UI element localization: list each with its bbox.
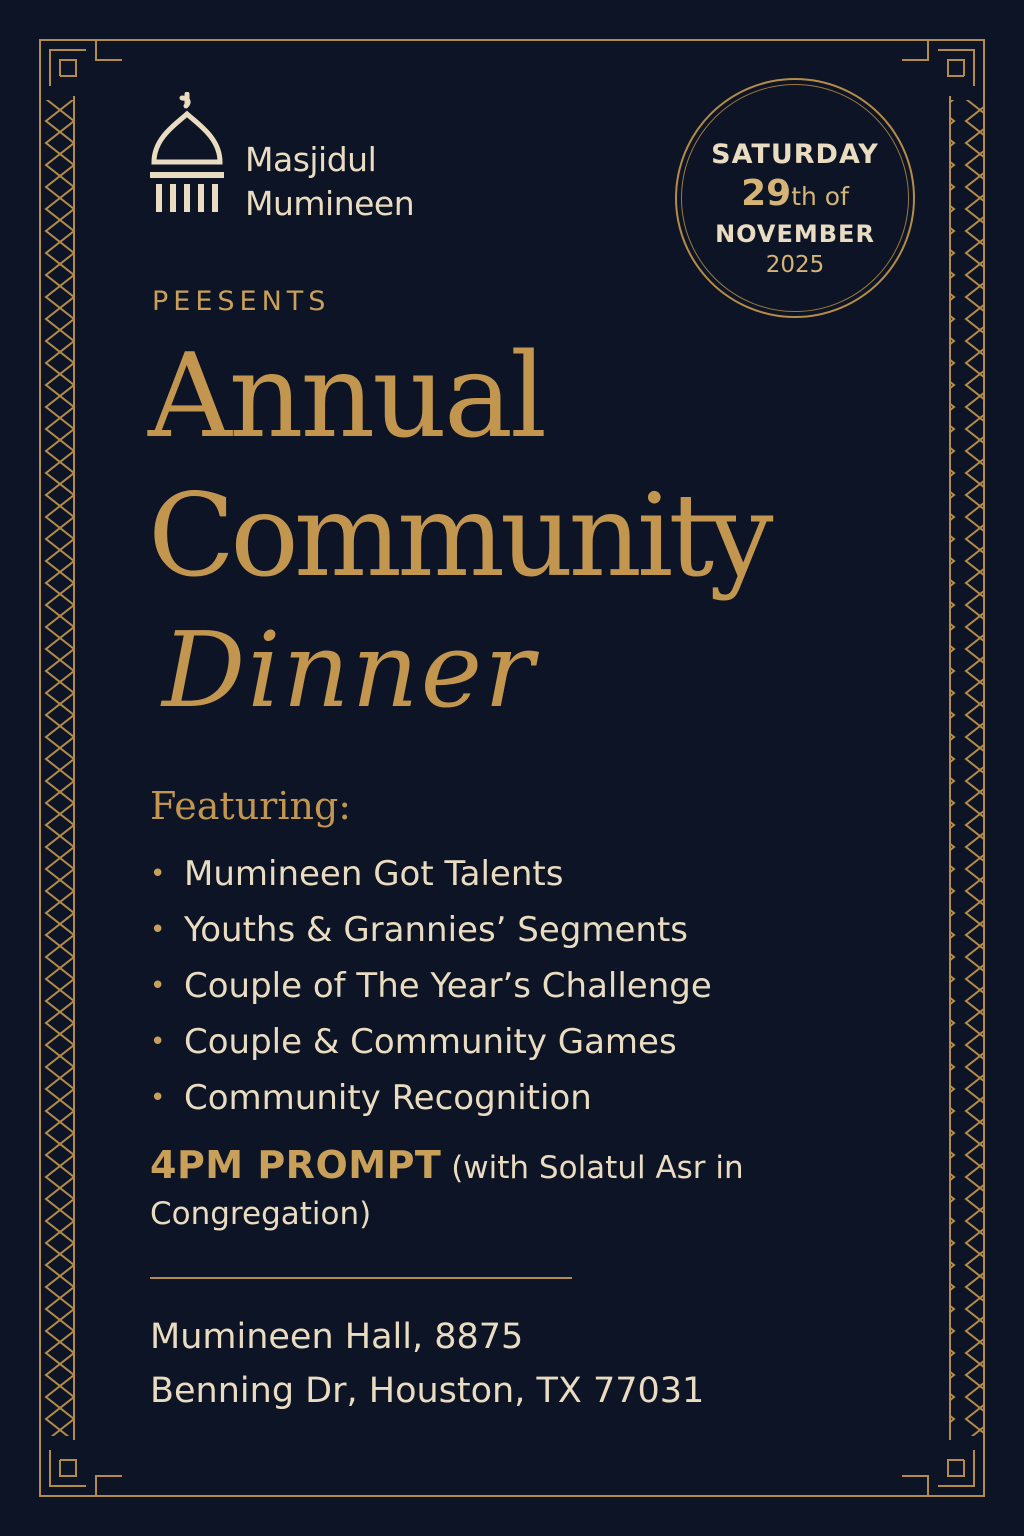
date-number-value: 29 bbox=[741, 173, 792, 214]
date-number bbox=[675, 174, 915, 217]
address-line1: Mumineen Hall, 8875 bbox=[150, 1317, 524, 1357]
title-line-1: Annual bbox=[148, 329, 545, 464]
mosque-dome-icon bbox=[148, 92, 226, 220]
feature-item: • Mumineen Got Talents bbox=[150, 846, 870, 902]
organization-name bbox=[245, 138, 505, 226]
date-day: SATURDAY bbox=[711, 139, 879, 170]
featuring-label: Featuring: bbox=[150, 784, 352, 828]
event-time-main: 4PM PROMPT bbox=[150, 1143, 442, 1187]
feature-item: • Community Recognition bbox=[150, 1070, 870, 1126]
title-line-2: Community bbox=[148, 469, 769, 602]
date-month: NOVEMBER bbox=[715, 220, 875, 248]
features-list bbox=[150, 846, 870, 1126]
venue-address bbox=[150, 1310, 870, 1418]
date-suffix: th of bbox=[791, 182, 849, 211]
event-time bbox=[150, 1142, 870, 1237]
address-line2: Benning Dr, Houston, TX 77031 bbox=[150, 1371, 705, 1411]
feature-item: • Couple of The Year’s Challenge bbox=[150, 958, 870, 1014]
feature-item: • Youths & Grannies’ Segments bbox=[150, 902, 870, 958]
title-line-3: Dinner bbox=[162, 609, 536, 731]
feature-item: • Couple & Community Games bbox=[150, 1014, 870, 1070]
divider bbox=[150, 1277, 572, 1279]
event-time-note: (with Solatul Asr in Congregation) bbox=[150, 1150, 744, 1232]
date-year: 2025 bbox=[765, 252, 825, 278]
organization-name-line1: Masjidul bbox=[245, 140, 377, 179]
presents-label: PEESENTS bbox=[152, 286, 331, 317]
date-badge bbox=[675, 78, 915, 318]
organization-name-line2: Mumineen bbox=[245, 184, 415, 223]
